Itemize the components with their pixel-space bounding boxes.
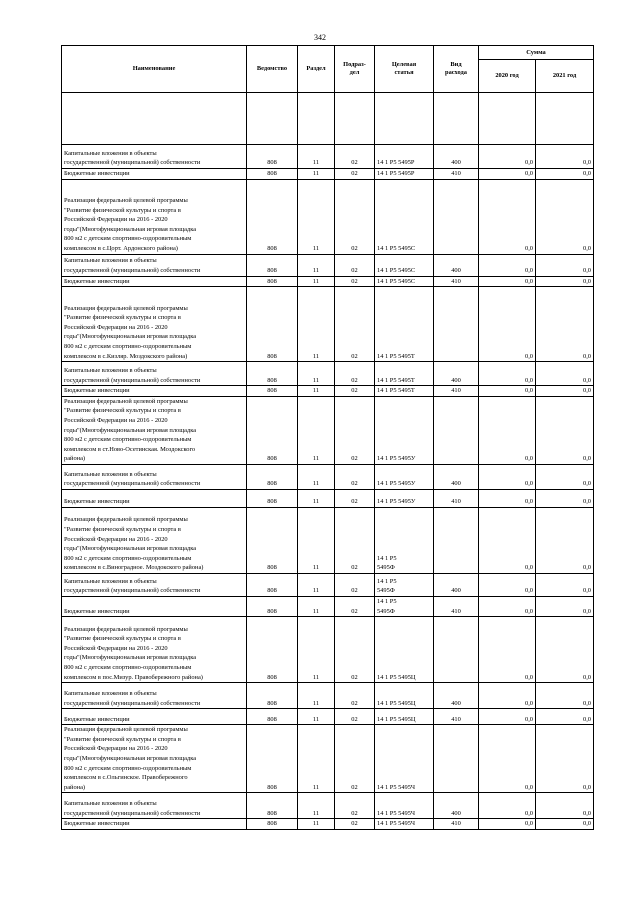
row-vedomstvo: 808 bbox=[247, 507, 298, 573]
row-name: Реализация федеральной целевой программы "Развитие физической культуры и спорта в Российской Федерации на 2016 - 2020 годы"(Многофункциональная игровая площадка 800 м2 с детским спортивно-оздоровительным комплексом в с.Виноградное. Моздокского района) bbox=[62, 507, 247, 573]
row-sum-2020: 0,0 bbox=[479, 276, 536, 287]
table-row bbox=[62, 683, 594, 709]
row-sum-2021: 0,0 bbox=[536, 617, 594, 683]
table-row bbox=[62, 287, 594, 362]
header-name: Наименование bbox=[62, 46, 247, 93]
row-razdel: 11 bbox=[298, 709, 335, 725]
row-expense-type: 410 bbox=[434, 386, 479, 397]
row-target: 14 1 Р5 5495С bbox=[375, 276, 434, 287]
row-target: 14 1 Р5 5495Ц bbox=[375, 709, 434, 725]
row-sum-2020: 0,0 bbox=[479, 396, 536, 464]
row-target: 14 1 Р5 5495У bbox=[375, 464, 434, 489]
row-name: Реализация федеральной целевой программы "Развитие физической культуры и спорта в Российской Федерации на 2016 - 2020 годы"(Многофункциональная игровая площадка 800 м2 с детским спортивно-оздоровительным комплексом в с.Кизляр. Моздокского района) bbox=[62, 287, 247, 362]
row-podrazdel: 02 bbox=[335, 819, 375, 830]
row-sum-2021: 0,0 bbox=[536, 362, 594, 386]
row-expense-type: 400 bbox=[434, 573, 479, 596]
table-row bbox=[62, 464, 594, 489]
row-vedomstvo: 808 bbox=[247, 709, 298, 725]
budget-table bbox=[61, 45, 594, 830]
header-year-2020: 2020 год bbox=[479, 60, 536, 93]
row-name: Реализация федеральной целевой программы "Развитие физической культуры и спорта в Российской Федерации на 2016 - 2020 годы"(Многофункциональная игровая площадка 800 м2 с детским спортивно-оздоровительным комплексом в ст.Ново-Осетинская. Моздокского района) bbox=[62, 396, 247, 464]
table-row bbox=[62, 396, 594, 464]
spacer-row bbox=[62, 93, 594, 145]
row-podrazdel: 02 bbox=[335, 464, 375, 489]
row-expense-type: 400 bbox=[434, 683, 479, 709]
row-target: 14 1 Р5 5495У bbox=[375, 396, 434, 464]
row-expense-type: 400 bbox=[434, 793, 479, 819]
row-name: Капитальные вложения в объекты государственной (муниципальной) собственности bbox=[62, 254, 247, 276]
table-body bbox=[62, 93, 594, 830]
row-vedomstvo: 808 bbox=[247, 819, 298, 830]
row-expense-type: 410 bbox=[434, 276, 479, 287]
table-row bbox=[62, 793, 594, 819]
row-expense-type: 400 bbox=[434, 145, 479, 169]
row-sum-2021: 0,0 bbox=[536, 254, 594, 276]
row-razdel: 11 bbox=[298, 793, 335, 819]
row-sum-2020: 0,0 bbox=[479, 709, 536, 725]
table-header bbox=[62, 46, 594, 93]
row-sum-2021: 0,0 bbox=[536, 725, 594, 793]
row-vedomstvo: 808 bbox=[247, 683, 298, 709]
row-podrazdel: 02 bbox=[335, 725, 375, 793]
row-sum-2020: 0,0 bbox=[479, 287, 536, 362]
row-vedomstvo: 808 bbox=[247, 464, 298, 489]
row-expense-type: 400 bbox=[434, 464, 479, 489]
row-razdel: 11 bbox=[298, 489, 335, 507]
row-vedomstvo: 808 bbox=[247, 145, 298, 169]
row-podrazdel: 02 bbox=[335, 179, 375, 254]
row-sum-2020: 0,0 bbox=[479, 617, 536, 683]
row-target: 14 1 Р5 5495Ч bbox=[375, 725, 434, 793]
row-sum-2020: 0,0 bbox=[479, 464, 536, 489]
row-name: Бюджетные инвестиции bbox=[62, 709, 247, 725]
row-sum-2021: 0,0 bbox=[536, 169, 594, 180]
row-sum-2020: 0,0 bbox=[479, 386, 536, 397]
table-row bbox=[62, 386, 594, 397]
row-podrazdel: 02 bbox=[335, 617, 375, 683]
row-target: 14 1 Р5 5495Р bbox=[375, 145, 434, 169]
row-sum-2021: 0,0 bbox=[536, 709, 594, 725]
table-row bbox=[62, 573, 594, 596]
row-name: Бюджетные инвестиции bbox=[62, 489, 247, 507]
row-name: Капитальные вложения в объекты государственной (муниципальной) собственности bbox=[62, 683, 247, 709]
row-razdel: 11 bbox=[298, 464, 335, 489]
row-target: 14 1 Р5 5495Ч bbox=[375, 819, 434, 830]
row-razdel: 11 bbox=[298, 169, 335, 180]
row-sum-2020: 0,0 bbox=[479, 507, 536, 573]
row-sum-2021: 0,0 bbox=[536, 386, 594, 397]
row-razdel: 11 bbox=[298, 276, 335, 287]
row-sum-2020: 0,0 bbox=[479, 254, 536, 276]
table-row bbox=[62, 819, 594, 830]
row-podrazdel: 02 bbox=[335, 489, 375, 507]
row-expense-type: 400 bbox=[434, 362, 479, 386]
row-podrazdel: 02 bbox=[335, 254, 375, 276]
row-sum-2021: 0,0 bbox=[536, 573, 594, 596]
row-sum-2021: 0,0 bbox=[536, 145, 594, 169]
row-name: Бюджетные инвестиции bbox=[62, 169, 247, 180]
row-name: Бюджетные инвестиции bbox=[62, 819, 247, 830]
row-sum-2020: 0,0 bbox=[479, 793, 536, 819]
row-razdel: 11 bbox=[298, 617, 335, 683]
row-razdel: 11 bbox=[298, 362, 335, 386]
header-year-2021: 2021 год bbox=[536, 60, 594, 93]
row-sum-2020: 0,0 bbox=[479, 169, 536, 180]
row-razdel: 11 bbox=[298, 179, 335, 254]
row-sum-2020: 0,0 bbox=[479, 489, 536, 507]
row-target: 14 1 Р5 5495Ц bbox=[375, 683, 434, 709]
row-podrazdel: 02 bbox=[335, 145, 375, 169]
page-number: 342 bbox=[314, 33, 326, 42]
row-razdel: 11 bbox=[298, 386, 335, 397]
row-expense-type bbox=[434, 287, 479, 362]
row-expense-type: 410 bbox=[434, 596, 479, 616]
table-row bbox=[62, 617, 594, 683]
row-podrazdel: 02 bbox=[335, 596, 375, 616]
row-target: 14 1 Р5 5495Р bbox=[375, 169, 434, 180]
row-name: Бюджетные инвестиции bbox=[62, 276, 247, 287]
row-target: 14 1 Р5 5495Т bbox=[375, 362, 434, 386]
row-name: Реализация федеральной целевой программы "Развитие физической культуры и спорта в Российской Федерации на 2016 - 2020 годы"(Многофункциональная игровая площадка 800 м2 с детским спортивно-оздоровительным комплексом в пос.Мизур. Правобережного района) bbox=[62, 617, 247, 683]
row-vedomstvo: 808 bbox=[247, 254, 298, 276]
header-podrazdel: Подраз- дел bbox=[335, 46, 375, 93]
row-razdel: 11 bbox=[298, 725, 335, 793]
row-name: Капитальные вложения в объекты государственной (муниципальной) собственности bbox=[62, 145, 247, 169]
row-podrazdel: 02 bbox=[335, 169, 375, 180]
row-name: Бюджетные инвестиции bbox=[62, 386, 247, 397]
row-razdel: 11 bbox=[298, 573, 335, 596]
table-row bbox=[62, 254, 594, 276]
row-sum-2021: 0,0 bbox=[536, 396, 594, 464]
row-razdel: 11 bbox=[298, 683, 335, 709]
row-name: Капитальные вложения в объекты государственной (муниципальной) собственности bbox=[62, 362, 247, 386]
row-razdel: 11 bbox=[298, 596, 335, 616]
row-podrazdel: 02 bbox=[335, 396, 375, 464]
row-vedomstvo: 808 bbox=[247, 617, 298, 683]
row-name: Реализация федеральной целевой программы "Развитие физической культуры и спорта в Российской Федерации на 2016 - 2020 годы"(Многофункциональная игровая площадка 800 м2 с детским спортивно-оздоровительным комплексом в с.Цорт. Ардонского района) bbox=[62, 179, 247, 254]
table-row bbox=[62, 596, 594, 616]
row-vedomstvo: 808 bbox=[247, 287, 298, 362]
row-podrazdel: 02 bbox=[335, 507, 375, 573]
row-sum-2021: 0,0 bbox=[536, 489, 594, 507]
row-vedomstvo: 808 bbox=[247, 573, 298, 596]
header-vedomstvo: Ведомство bbox=[247, 46, 298, 93]
row-sum-2021: 0,0 bbox=[536, 464, 594, 489]
row-expense-type bbox=[434, 617, 479, 683]
row-vedomstvo: 808 bbox=[247, 396, 298, 464]
header-expense-type: Вид расхода bbox=[434, 46, 479, 93]
table-row bbox=[62, 489, 594, 507]
table-row bbox=[62, 276, 594, 287]
row-sum-2021: 0,0 bbox=[536, 507, 594, 573]
row-target: 14 1 Р5 5495Т bbox=[375, 287, 434, 362]
row-sum-2021: 0,0 bbox=[536, 596, 594, 616]
row-target: 14 1 Р5 5495Ф bbox=[375, 573, 434, 596]
header-sum: Сумма bbox=[479, 46, 594, 60]
row-target: 14 1 Р5 5495Ф bbox=[375, 507, 434, 573]
row-target: 14 1 Р5 5495Ф bbox=[375, 596, 434, 616]
row-sum-2020: 0,0 bbox=[479, 596, 536, 616]
row-target: 14 1 Р5 5495Ч bbox=[375, 793, 434, 819]
row-expense-type bbox=[434, 179, 479, 254]
row-vedomstvo: 808 bbox=[247, 596, 298, 616]
row-expense-type: 410 bbox=[434, 709, 479, 725]
row-vedomstvo: 808 bbox=[247, 725, 298, 793]
row-sum-2021: 0,0 bbox=[536, 276, 594, 287]
row-sum-2021: 0,0 bbox=[536, 819, 594, 830]
table-row bbox=[62, 169, 594, 180]
row-expense-type: 410 bbox=[434, 819, 479, 830]
row-sum-2020: 0,0 bbox=[479, 573, 536, 596]
row-name: Реализация федеральной целевой программы "Развитие физической культуры и спорта в Российской Федерации на 2016 - 2020 годы"(Многофункциональная игровая площадка 800 м2 с детским спортивно-оздоровительным комплексом в с.Ольгинское. Правобережного района) bbox=[62, 725, 247, 793]
table-row bbox=[62, 507, 594, 573]
row-razdel: 11 bbox=[298, 254, 335, 276]
row-name: Бюджетные инвестиции bbox=[62, 596, 247, 616]
table-row bbox=[62, 179, 594, 254]
header-razdel: Раздел bbox=[298, 46, 335, 93]
row-vedomstvo: 808 bbox=[247, 793, 298, 819]
row-vedomstvo: 808 bbox=[247, 362, 298, 386]
row-vedomstvo: 808 bbox=[247, 179, 298, 254]
row-razdel: 11 bbox=[298, 287, 335, 362]
row-expense-type bbox=[434, 725, 479, 793]
row-expense-type bbox=[434, 507, 479, 573]
table-row bbox=[62, 709, 594, 725]
row-sum-2021: 0,0 bbox=[536, 287, 594, 362]
row-expense-type: 410 bbox=[434, 169, 479, 180]
row-razdel: 11 bbox=[298, 396, 335, 464]
row-vedomstvo: 808 bbox=[247, 489, 298, 507]
row-expense-type: 400 bbox=[434, 254, 479, 276]
row-target: 14 1 Р5 5495У bbox=[375, 489, 434, 507]
row-expense-type: 410 bbox=[434, 489, 479, 507]
row-sum-2021: 0,0 bbox=[536, 179, 594, 254]
row-target: 14 1 Р5 5495С bbox=[375, 254, 434, 276]
row-sum-2020: 0,0 bbox=[479, 725, 536, 793]
row-sum-2020: 0,0 bbox=[479, 819, 536, 830]
table-row bbox=[62, 145, 594, 169]
row-sum-2020: 0,0 bbox=[479, 683, 536, 709]
row-vedomstvo: 808 bbox=[247, 386, 298, 397]
row-target: 14 1 Р5 5495Т bbox=[375, 386, 434, 397]
table-row bbox=[62, 362, 594, 386]
row-name: Капитальные вложения в объекты государственной (муниципальной) собственности bbox=[62, 464, 247, 489]
row-expense-type bbox=[434, 396, 479, 464]
header-target: Целевая статья bbox=[375, 46, 434, 93]
row-sum-2020: 0,0 bbox=[479, 362, 536, 386]
row-name: Капитальные вложения в объекты государственной (муниципальной) собственности bbox=[62, 573, 247, 596]
row-vedomstvo: 808 bbox=[247, 169, 298, 180]
table-row bbox=[62, 725, 594, 793]
row-target: 14 1 Р5 5495С bbox=[375, 179, 434, 254]
row-razdel: 11 bbox=[298, 507, 335, 573]
row-podrazdel: 02 bbox=[335, 386, 375, 397]
row-razdel: 11 bbox=[298, 145, 335, 169]
row-podrazdel: 02 bbox=[335, 573, 375, 596]
row-razdel: 11 bbox=[298, 819, 335, 830]
row-target: 14 1 Р5 5495Ц bbox=[375, 617, 434, 683]
row-vedomstvo: 808 bbox=[247, 276, 298, 287]
row-podrazdel: 02 bbox=[335, 683, 375, 709]
row-podrazdel: 02 bbox=[335, 287, 375, 362]
row-podrazdel: 02 bbox=[335, 709, 375, 725]
row-podrazdel: 02 bbox=[335, 362, 375, 386]
row-name: Капитальные вложения в объекты государственной (муниципальной) собственности bbox=[62, 793, 247, 819]
row-sum-2021: 0,0 bbox=[536, 793, 594, 819]
row-podrazdel: 02 bbox=[335, 793, 375, 819]
row-sum-2020: 0,0 bbox=[479, 179, 536, 254]
row-sum-2021: 0,0 bbox=[536, 683, 594, 709]
row-sum-2020: 0,0 bbox=[479, 145, 536, 169]
row-podrazdel: 02 bbox=[335, 276, 375, 287]
